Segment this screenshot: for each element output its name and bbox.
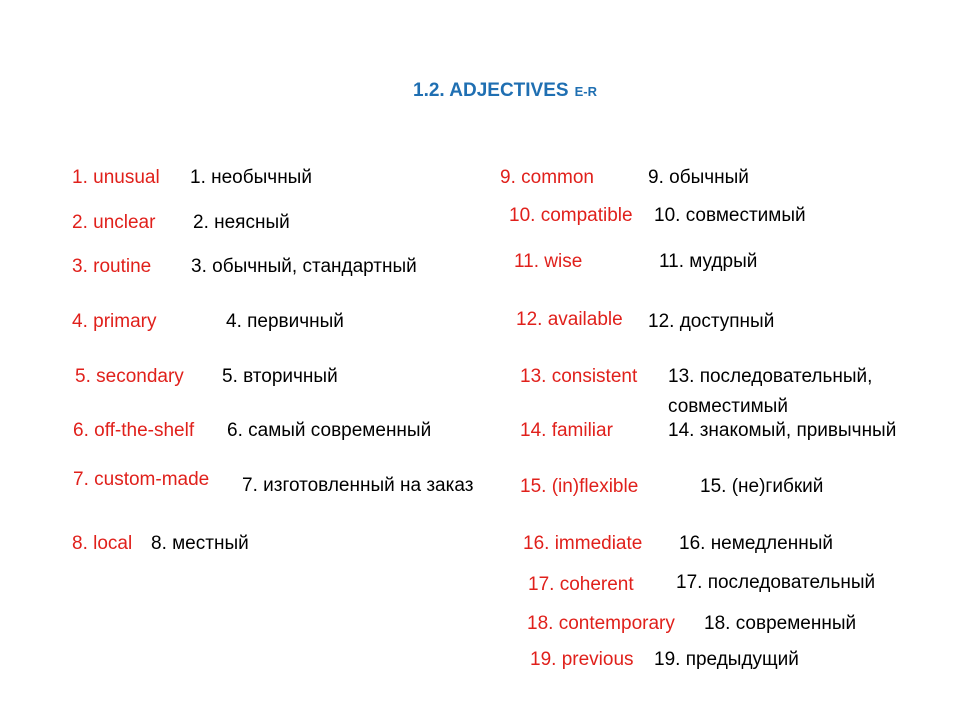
term-ru-8: 8. местный bbox=[151, 533, 249, 554]
term-ru-19: 19. предыдущий bbox=[654, 649, 799, 670]
term-ru-4: 4. первичный bbox=[226, 311, 344, 332]
term-ru-12: 12. доступный bbox=[648, 311, 775, 332]
term-ru-3: 3. обычный, стандартный bbox=[191, 256, 417, 277]
title-suffix: E-R bbox=[574, 84, 597, 99]
term-ru-6: 6. самый современный bbox=[227, 420, 432, 441]
term-en-16: 16. immediate bbox=[523, 533, 643, 554]
term-en-3: 3. routine bbox=[72, 256, 152, 277]
term-ru-5: 5. вторичный bbox=[222, 366, 338, 387]
term-en-9: 9. common bbox=[500, 167, 594, 188]
term-ru-1: 1. необычный bbox=[190, 167, 312, 188]
term-en-7: 7. custom-made bbox=[73, 469, 210, 490]
term-ru-2: 2. неясный bbox=[193, 212, 290, 233]
term-en-5: 5. secondary bbox=[75, 366, 184, 387]
term-en-18: 18. contemporary bbox=[527, 613, 675, 634]
term-ru-7: 7. изготовленный на заказ bbox=[242, 475, 474, 496]
term-ru-17: 17. последовательный bbox=[676, 572, 876, 593]
term-en-10: 10. compatible bbox=[509, 205, 633, 226]
term-ru-16: 16. немедленный bbox=[679, 533, 833, 554]
term-en-6: 6. off-the-shelf bbox=[73, 420, 195, 441]
term-ru-9: 9. обычный bbox=[648, 167, 749, 188]
term-ru-15: 15. (не)гибкий bbox=[700, 476, 824, 497]
term-ru-11: 11. мудрый bbox=[659, 251, 758, 272]
term-en-14: 14. familiar bbox=[520, 420, 613, 441]
term-en-17: 17. coherent bbox=[528, 574, 634, 595]
term-en-2: 2. unclear bbox=[72, 212, 156, 233]
term-ru-13: 13. последовательный, bbox=[668, 366, 873, 387]
term-ru-10: 10. совместимый bbox=[654, 205, 806, 226]
term-en-8: 8. local bbox=[72, 533, 133, 554]
term-ru-13-line2: совместимый bbox=[668, 396, 788, 417]
term-en-12: 12. available bbox=[516, 309, 623, 330]
term-en-19: 19. previous bbox=[530, 649, 634, 670]
slide-title bbox=[413, 80, 597, 102]
title-main: 1.2. ADJECTIVES bbox=[413, 80, 569, 101]
term-en-1: 1. unusual bbox=[72, 167, 160, 188]
term-ru-18: 18. современный bbox=[704, 613, 857, 634]
term-ru-14: 14. знакомый, привычный bbox=[668, 420, 897, 441]
term-en-13: 13. consistent bbox=[520, 366, 638, 387]
term-en-11: 11. wise bbox=[514, 251, 583, 272]
term-en-4: 4. primary bbox=[72, 311, 157, 332]
term-en-15: 15. (in)flexible bbox=[520, 476, 639, 497]
